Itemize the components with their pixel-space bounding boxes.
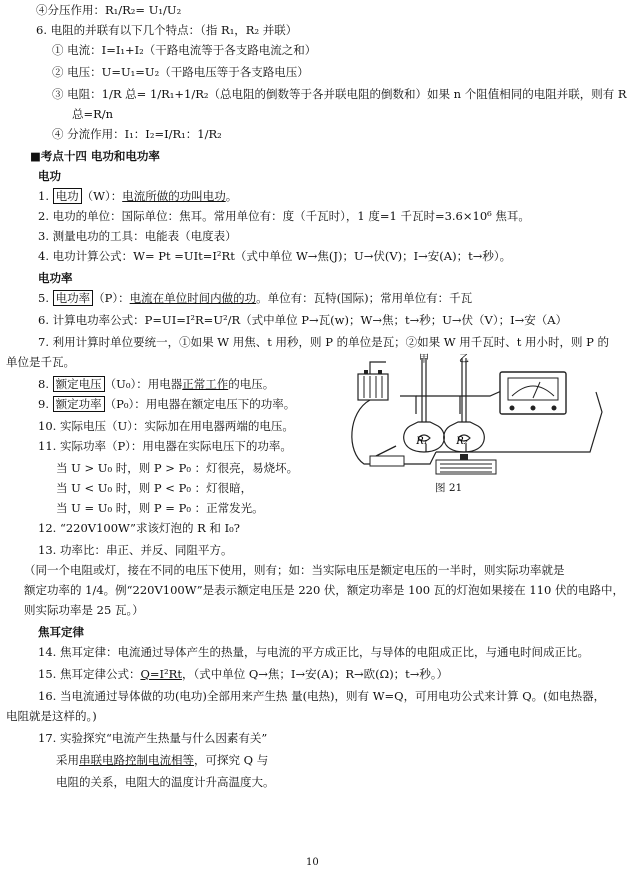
text-line: 15. 焦耳定律公式：Q=I²Rt，（式中单位 Q→焦；I→安(A)；R→欧(Ω)；t→秒。）	[38, 667, 449, 681]
figure-caption: 图 21	[435, 482, 463, 494]
subsection-heading: 焦耳定律	[38, 625, 84, 639]
term-box: 电功率	[53, 290, 94, 306]
text-line: 电阻就是这样的。)	[6, 709, 97, 723]
text-line: 4. 电功计算公式：W= Pt =UIt=I²Rt（式中单位 W→焦(J)；U→伏(V)；I→安(A)；t→秒）。	[38, 249, 512, 263]
label-r2: R₂	[456, 436, 468, 447]
text-line: 16. 当电流通过导体做的功(电功)全部用来产生热 量(电热)，则有 W=Q，可用电功公式来计算 Q。(如电热器，	[38, 689, 606, 703]
text-line: ③ 电阻：1/R 总= 1/R₁+1/R₂（总电阻的倒数等于各并联电阻的倒数和）如果 n 个阻值相同的电阻并联，则有 R	[52, 87, 627, 101]
meter-icon	[500, 372, 566, 414]
text-line: 电阻的关系，电阻大的温度计升高温度大。	[56, 775, 275, 789]
text-line: ④分压作用：R₁/R₂= U₁/U₂	[36, 3, 182, 17]
text-line: 14. 焦耳定律：电流通过导体产生的热量，与电流的平方成正比，与导体的电阻成正比，与通电时间成正比。	[38, 645, 589, 659]
label-r1: R₁	[416, 436, 428, 447]
text-line: 总=R/n	[72, 107, 114, 121]
text-line: 12. “220V100W”求该灯泡的 R 和 I₀?	[38, 521, 240, 535]
text-line: 额定功率的 1/4。例“220V100W”是表示额定电压是 220 伏，额定功率是 100 瓦的灯泡如果接在 110 伏的电路中，	[24, 583, 624, 597]
text-line: 11. 实际功率（P）：用电器在实际电压下的功率。	[38, 439, 292, 453]
text-line: 当 U < U₀ 时，则 P < P₀ ：灯很暗，	[56, 481, 253, 495]
text-line: 10. 实际电压（U）：实际加在用电器两端的电压。	[38, 419, 294, 433]
text-line: 17. 实验探究“电流产生热量与什么因素有关”	[38, 731, 268, 745]
text-line: 8. 额定电压 （U₀）：用电器正常工作的电压。	[38, 377, 275, 391]
term-box: 额定电压	[53, 376, 105, 392]
rheostat-icon	[436, 454, 496, 474]
text-line: 采用串联电路控制电流相等，可探究 Q 与	[56, 753, 269, 767]
circuit-diagram	[340, 352, 620, 494]
term-box: 额定功率	[53, 396, 105, 412]
subsection-heading: 电功	[38, 169, 61, 183]
text-line: 1. 电功 （W）：电流所做的功叫电功。	[38, 189, 238, 203]
text-line: 5. 电功率 （P）：电流在单位时间内做的功。单位有：瓦特(国际)；常用单位有：千瓦	[38, 291, 473, 305]
wire	[400, 452, 436, 464]
text-line: ④ 分流作用：I₁：I₂=I/R₁：1/R₂	[52, 127, 222, 141]
section-heading: ■考点十四 电功和电功率	[30, 149, 160, 163]
text-line: 则实际功率是 25 瓦。）	[24, 603, 144, 617]
wire	[400, 396, 416, 414]
battery-icon	[358, 370, 388, 400]
text-line: 9. 额定功率 （P₀）：用电器在额定电压下的功率。	[38, 397, 296, 411]
text-line: 6. 电阻的并联有以下几个特点：（指 R₁，R₂ 并联）	[36, 23, 298, 37]
term-box: 电功	[53, 188, 82, 204]
switch-icon	[370, 446, 404, 466]
text-line: ① 电流：I=I₁+I₂（干路电流等于各支路电流之和）	[52, 43, 317, 57]
subsection-heading: 电功率	[38, 271, 73, 285]
text-line: ② 电压：U=U₁=U₂（干路电压等于各支路电压）	[52, 65, 309, 79]
text-line: 6. 计算电功率公式：P=UI=I²R=U²/R（式中单位 P→瓦(w)；W→焦；t→秒；U→伏（V）；I→安（A）	[38, 313, 568, 327]
text-line: 2. 电功的单位：国际单位：焦耳。常用单位有：度（千瓦时），1 度=1 千瓦时=3.6×10⁶ 焦耳。	[38, 209, 530, 223]
page-number: 10	[306, 857, 319, 868]
wire	[352, 400, 376, 464]
label-jia: 甲	[419, 354, 429, 365]
text-line: （同一个电阻或灯，接在不同的电压下使用，则有；如：当实际电压是额定电压的一半时，则实际功率就是	[24, 563, 565, 577]
label-yi: 乙	[459, 354, 469, 365]
text-line: 当 U = U₀ 时，则 P = P₀ ：正常发光。	[56, 501, 264, 515]
text-line: 当 U > U₀ 时，则 P > P₀ ：灯很亮，易烧坏。	[56, 461, 299, 475]
text-line: 13. 功率比：串正、并反、同阻平方。	[38, 543, 233, 557]
text-line: 7. 利用计算时单位要统一，①如果 W 用焦、t 用秒，则 P 的单位是瓦；②如果 W 用千瓦时、t 用小时，则 P 的	[38, 335, 610, 349]
text-line: 3. 测量电功的工具：电能表（电度表）	[38, 229, 237, 243]
text-line: 单位是千瓦。	[6, 355, 75, 369]
